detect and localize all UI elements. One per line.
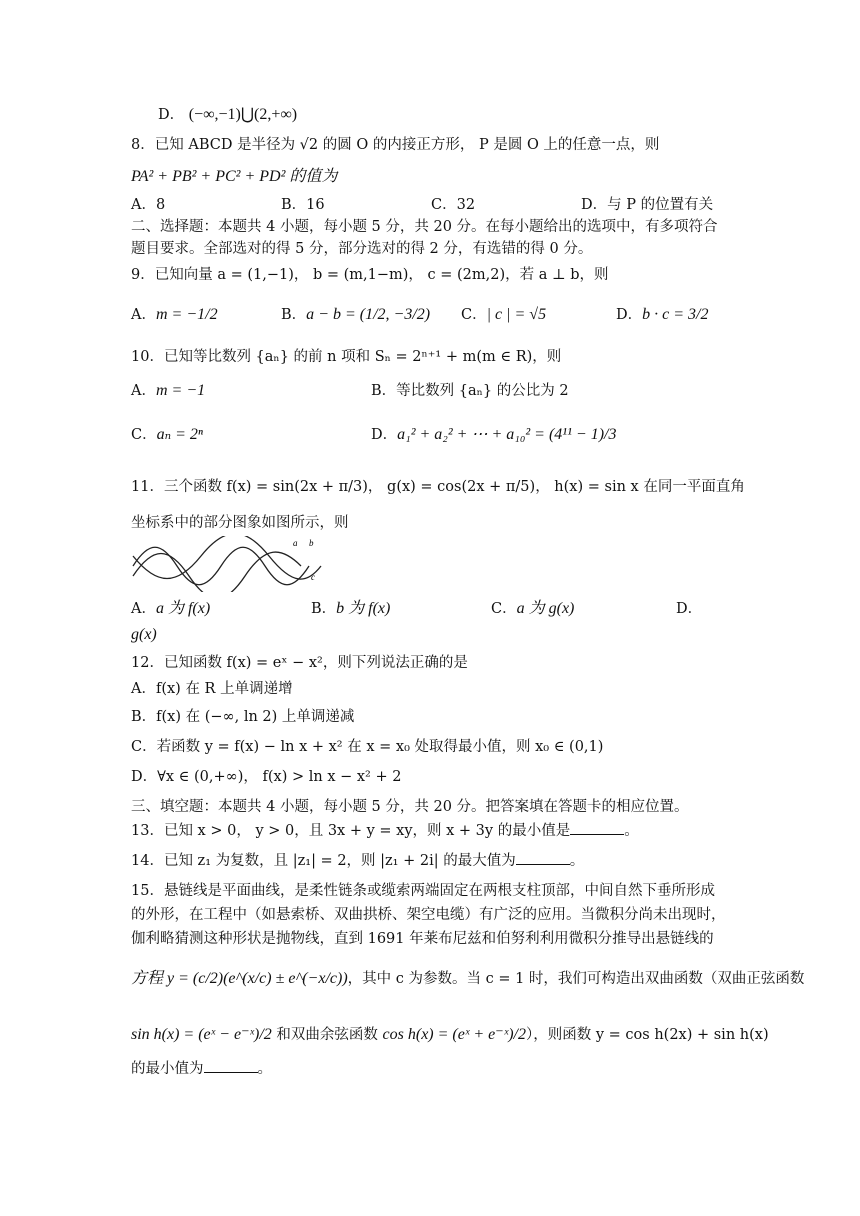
q11-function-graph bbox=[131, 536, 336, 592]
q12-option-b: B．f(x) 在 (−∞, ln 2) 上单调递减 bbox=[131, 709, 355, 725]
q11-stem-line2: 坐标系中的部分图象如图所示，则 bbox=[131, 515, 349, 531]
q15-line6: 的最小值为 。 bbox=[131, 1058, 272, 1080]
q12-option-d: D．∀x ∈ (0,+∞)， f(x) > ln x − x² + 2 bbox=[131, 769, 402, 785]
q10-option-b: B．等比数列 {aₙ} 的公比为 2 bbox=[371, 383, 569, 399]
q14: 14．已知 z₁ 为复数，且 |z₁| = 2，则 |z₁ + 2i| 的最大值为 。 bbox=[131, 850, 584, 872]
q15-line3: 伽利略猜测这种形状是抛物线，直到 1691 年莱布尼兹和伯努利利用微积分推导出悬链线的 bbox=[131, 931, 714, 947]
q12-option-c: C．若函数 y = f(x) − ln x + x² 在 x = x₀ 处取得最小值，则 x₀ ∈ (0,1) bbox=[131, 739, 604, 755]
section3-heading: 三、填空题：本题共 4 小题，每小题 5 分，共 20 分。把答案填在答题卡的相应位置。 bbox=[131, 799, 689, 815]
section2-heading-line2: 题目要求。全部选对的得 5 分，部分选对的得 2 分，有选错的得 0 分。 bbox=[131, 241, 593, 257]
q15-line1: 15．悬链线是平面曲线，是柔性链条或缆索两端固定在两根支柱顶部，中间自然下垂所形成 bbox=[131, 883, 715, 899]
q15-line4: 方程 y = (c/2)(e^(x/c) ± e^(−x/c))，其中 c 为参数。当 c = 1 时，我们可构造出双曲函数（双曲正弦函数 bbox=[131, 970, 805, 987]
graph-label-a: a bbox=[293, 538, 298, 548]
q11-stem-line1: 11．三个函数 f(x) = sin(2x + π/3)， g(x) = cos(2x + π/5)， h(x) = sin x 在同一平面直角 bbox=[131, 479, 745, 495]
q9-stem: 9．已知向量 a = (1,−1)， b = (m,1−m)， c = (2m,2)，若 a ⊥ b，则 bbox=[131, 267, 609, 283]
q8-stem-line1: 8．已知 ABCD 是半径为 √2 的圆 O 的内接正方形， P 是圆 O 上的任意一点，则 bbox=[131, 137, 660, 153]
q8-option-c: C．32 bbox=[431, 197, 476, 213]
q12-stem: 12．已知函数 f(x) = eˣ − x²，则下列说法正确的是 bbox=[131, 655, 468, 671]
q7-option-d: D． (−∞,−1)⋃(2,+∞) bbox=[158, 106, 298, 123]
q9-option-b: B．a − b = (1/2, −3/2) bbox=[281, 306, 431, 323]
q14-answer-blank[interactable] bbox=[516, 850, 570, 865]
q10-option-a: A．m = −1 bbox=[131, 382, 206, 399]
q8-option-b: B．16 bbox=[281, 197, 325, 213]
q8-option-d: D．与 P 的位置有关 bbox=[581, 197, 714, 213]
q15-line2: 的外形，在工程中（如悬索桥、双曲拱桥、架空电缆）有广泛的应用。当微积分尚未出现时， bbox=[131, 907, 726, 923]
q10-option-c: C．aₙ = 2ⁿ bbox=[131, 426, 203, 443]
q12-option-a: A．f(x) 在 R 上单调递增 bbox=[131, 681, 293, 697]
q8-stem-line2: PA² + PB² + PC² + PD² 的值为 bbox=[131, 168, 338, 185]
q9-option-c: C．| c | = √5 bbox=[461, 306, 547, 323]
q11-option-d-wrap: g(x) bbox=[131, 626, 157, 643]
q11-option-c: C．a 为 g(x) bbox=[491, 600, 575, 617]
graph-label-c: c bbox=[311, 572, 315, 582]
section2-heading-line1: 二、选择题：本题共 4 小题，每小题 5 分，共 20 分。在每小题给出的选项中，有多项符合 bbox=[131, 219, 718, 235]
q10-option-d: D．a₁² + a₂² + ⋯ + a₁₀² = (4¹¹ − 1)/3 bbox=[371, 426, 617, 443]
q15-line5: sin h(x) = (eˣ − e⁻ˣ)/2 和双曲余弦函数 cos h(x) = (eˣ + e⁻ˣ)/2），则函数 y = cos h(2x) + sin h(x) bbox=[131, 1026, 769, 1043]
q9-option-d: D．b · c = 3/2 bbox=[616, 306, 709, 323]
q11-option-d: D． bbox=[676, 601, 703, 617]
q11-option-a: A．a 为 f(x) bbox=[131, 600, 211, 617]
q10-stem: 10．已知等比数列 {aₙ} 的前 n 项和 Sₙ = 2ⁿ⁺¹ + m(m ∈ R)，则 bbox=[131, 349, 562, 365]
q8-option-a: A．8 bbox=[131, 197, 166, 213]
graph-label-b: b bbox=[309, 538, 314, 548]
q13: 13．已知 x > 0， y > 0，且 3x + y = xy，则 x + 3y 的最小值是 。 bbox=[131, 820, 639, 842]
q13-answer-blank[interactable] bbox=[570, 820, 624, 835]
q15-answer-blank[interactable] bbox=[204, 1058, 258, 1073]
q11-option-b: B．b 为 f(x) bbox=[311, 600, 391, 617]
q9-option-a: A．m = −1/2 bbox=[131, 306, 218, 323]
